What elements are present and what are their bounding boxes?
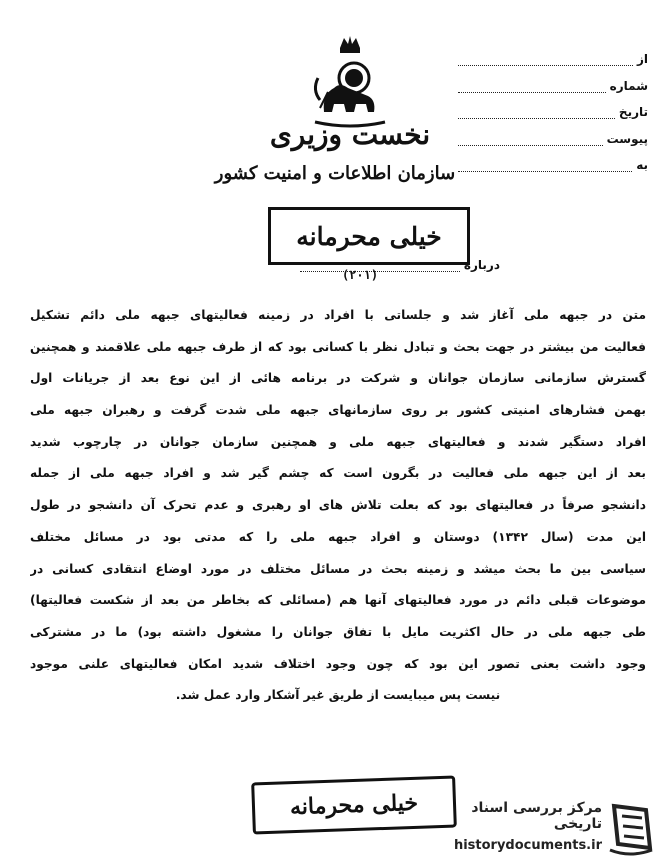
classification-stamp: خیلی محرمانه [268,207,470,265]
watermark-text: مرکز بررسی اسناد تاریخی [471,800,602,832]
body-line: دانشجو صرفاً در فعالیتهای بود که بعلت تلاش های او رهبری و عدم تحرک آن دانشجو در طول [30,498,646,513]
reference-number: (۲۰۱) [341,268,379,282]
field-line [458,132,603,146]
body-line: گسترش سازمانی سازمان جوانان و شرکت در برنامه هائی از این نوع بعد از جریانات اول [30,371,646,386]
body-line: این مدت (سال ۱۳۴۲) دوستان و افراد جبهه ملی را که مدتی بود در مسائل مختلف [30,529,646,544]
archive-logo-icon [606,800,656,856]
body-line: افراد دستگیر شدند و فعالیتهای جبهه ملی و همچنین سازمان جوانان در چارچوب شدید [30,434,646,449]
field-line [458,52,633,66]
field-line [458,105,615,119]
body-line: وجود داشت بعنی تصور این بود که چون وجود اختلاف شدید امکان فعالیتهای علنی موجود [30,656,646,671]
field-label: تاریخ [618,105,648,119]
header-fields [458,40,648,173]
field-label: به [636,158,648,172]
field-label: از [636,52,648,66]
body-line: نیست پس میبایست از طریق غیر آشکار وارد عمل شد. [175,688,501,703]
organization-title: سازمان اطلاعات و امنیت کشور [214,163,456,184]
field-line [458,79,606,93]
field-attachment [458,120,648,146]
bottom-classification-stamp: خیلی محرمانه [251,775,457,834]
field-from [458,40,648,66]
field-line [458,158,632,172]
subject-label: درباره [463,258,500,272]
body-line: سیاسی بین ما بحث میشد و زمینه بحث در مسائل مختلف در مورد اوضاع انتقادی کسانی در [30,561,646,576]
document-body [30,300,646,712]
watermark-url: historydocuments.ir [453,838,602,853]
body-line: بعد از این جبهه ملی فعالیت در بگرون است که چشم گیر شد و افراد جبهه ملی از جمله [30,466,646,481]
field-to [458,146,648,172]
body-line: طی جبهه ملی در حال اکثریت مایل با تفاق جوانان را مشغول داشته بود) ما در مشترکی [30,624,646,639]
body-line: موضوعات قبلی دائم در مورد فعالیتهای آنها هم (مسائلی که بخاطر من بعد از شکست فعالیتها) [30,593,646,608]
field-label: شماره [609,78,648,93]
field-number [458,67,648,93]
body-line: بهمن فشارهای امنیتی کشور بر روی سازمانهای جبهه ملی شدت گرفت و رهبران جبهه ملی [30,403,646,418]
field-label: پیوست [606,131,648,146]
archive-watermark [452,800,602,856]
body-line: متن در جبهه ملی آغاز شد و جلساتی با افراد در زمینه فعالیتهای جبهه ملی دائم تشکیل [30,308,646,322]
ministry-title: نخست وزیری [269,118,431,151]
body-line: فعالیت من بیشتر در جهت بحث و تبادل نظر با کسانی بود که از طرف جبهه ملی علاقمند و همچنین [30,339,646,354]
field-date [458,93,648,119]
lion-and-sun-emblem-icon [310,34,390,129]
